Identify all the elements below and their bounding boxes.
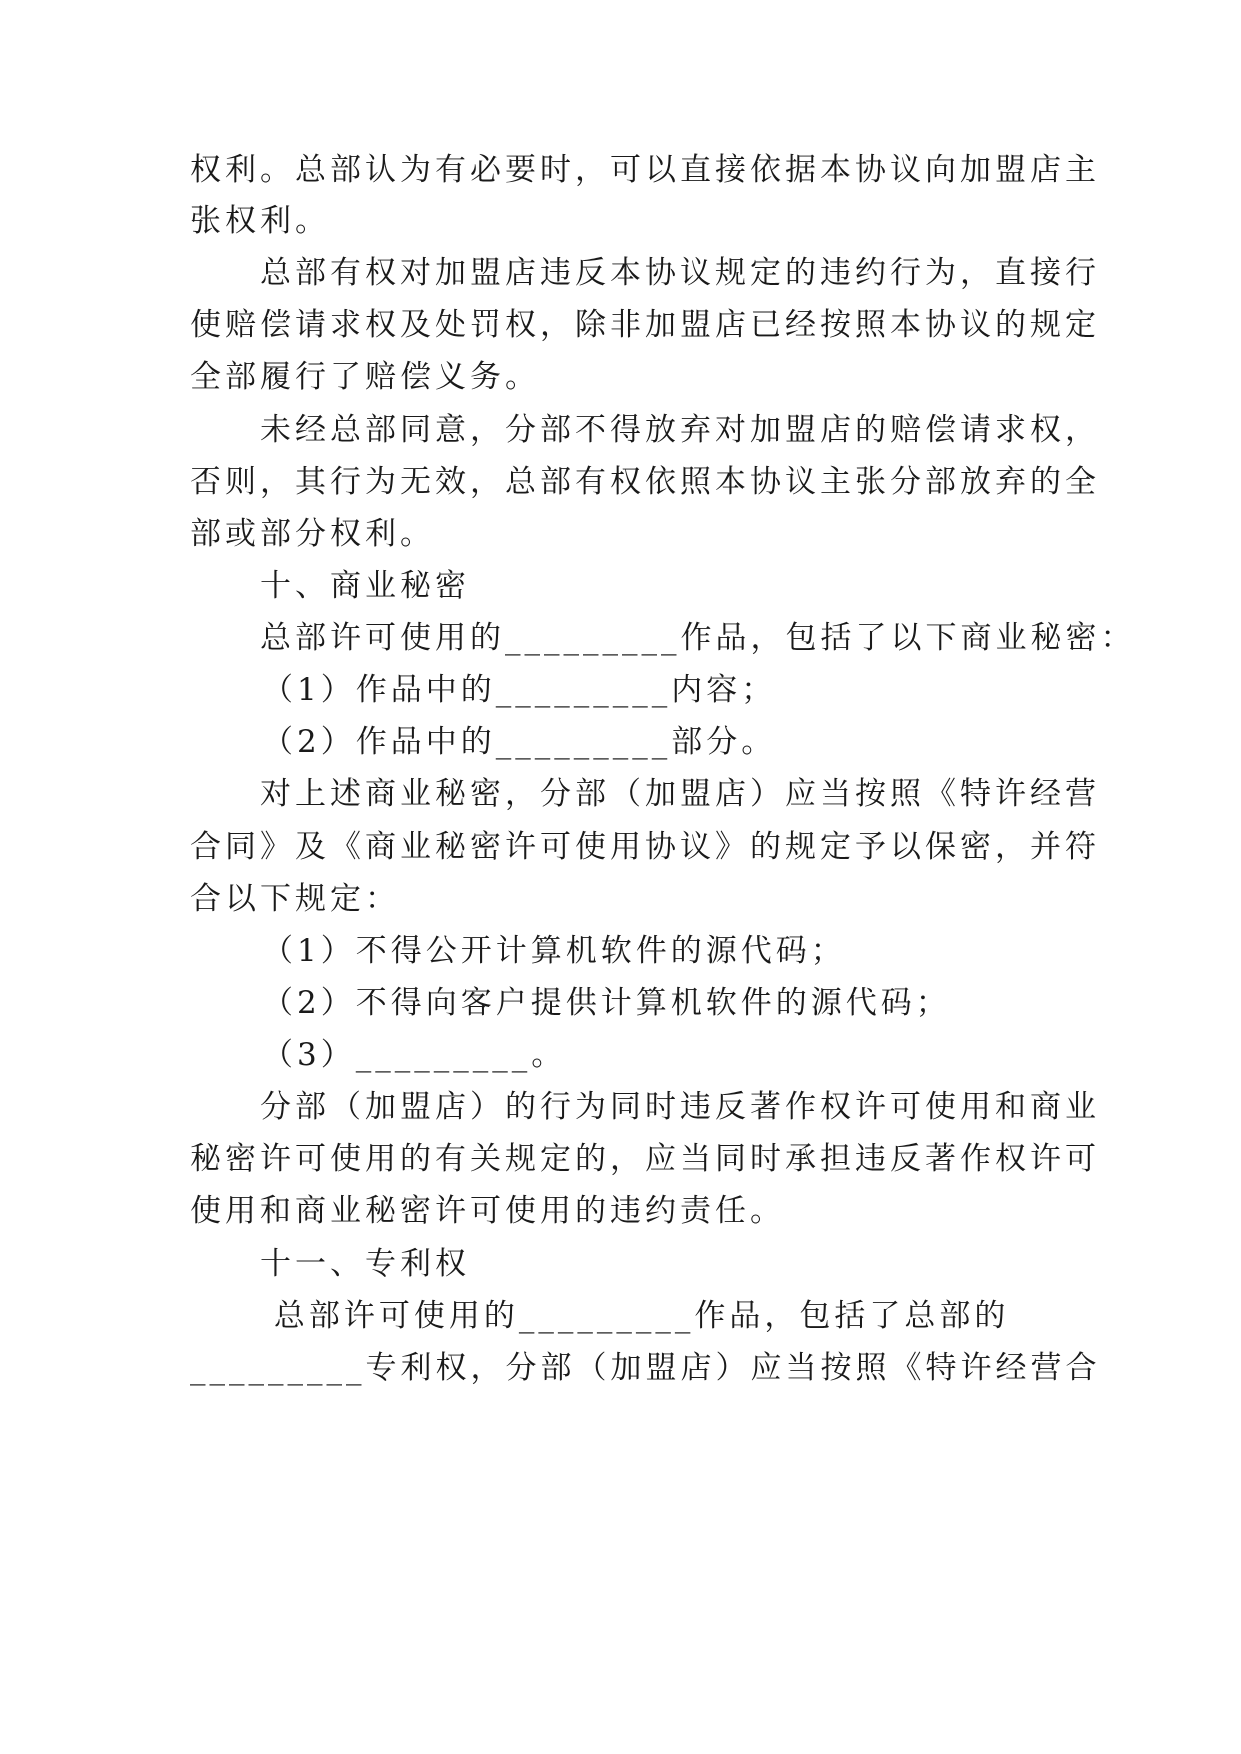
body-text-line: 部或部分权利。 bbox=[190, 516, 435, 552]
section-heading: 十、商业秘密 bbox=[260, 568, 470, 604]
body-text-line: 未经总部同意，分部不得放弃对加盟店的赔偿请求权， bbox=[260, 412, 1100, 448]
list-item: （2）作品中的_________部分。 bbox=[262, 724, 777, 760]
body-text-line: 使用和商业秘密许可使用的违约责任。 bbox=[190, 1193, 785, 1229]
body-text-line: 对上述商业秘密，分部（加盟店）应当按照《特许经营 bbox=[260, 776, 1100, 812]
list-item: （2）不得向客户提供计算机软件的源代码； bbox=[262, 985, 951, 1021]
body-text-line: 权利。总部认为有必要时，可以直接依据本协议向加盟店主 bbox=[190, 152, 1100, 188]
list-item: （3）_________。 bbox=[262, 1037, 567, 1073]
body-text-line: 总部有权对加盟店违反本协议规定的违约行为，直接行 bbox=[260, 255, 1100, 291]
body-text-line: 全部履行了赔偿义务。 bbox=[190, 359, 540, 395]
body-text-line: _________专利权，分部（加盟店）应当按照《特许经营合 bbox=[190, 1350, 1101, 1386]
section-heading: 十一、专利权 bbox=[260, 1246, 470, 1282]
body-text-line: 总部许可使用的_________作品，包括了总部的 bbox=[260, 1298, 1010, 1334]
body-text-line: 分部（加盟店）的行为同时违反著作权许可使用和商业 bbox=[260, 1089, 1100, 1125]
body-text-line: 否则，其行为无效，总部有权依照本协议主张分部放弃的全 bbox=[190, 464, 1100, 500]
body-text-line: 张权利。 bbox=[190, 203, 330, 239]
body-text-line: 合同》及《商业秘密许可使用协议》的规定予以保密，并符 bbox=[190, 829, 1100, 865]
list-item: （1）作品中的_________内容； bbox=[262, 672, 777, 708]
body-text-line: 秘密许可使用的有关规定的，应当同时承担违反著作权许可 bbox=[190, 1141, 1100, 1177]
list-item: （1）不得公开计算机软件的源代码； bbox=[262, 933, 846, 969]
body-text-line: 总部许可使用的_________作品，包括了以下商业秘密： bbox=[260, 620, 1136, 656]
body-text-line: 使赔偿请求权及处罚权，除非加盟店已经按照本协议的规定 bbox=[190, 307, 1100, 343]
body-text-line: 合以下规定： bbox=[190, 881, 400, 917]
